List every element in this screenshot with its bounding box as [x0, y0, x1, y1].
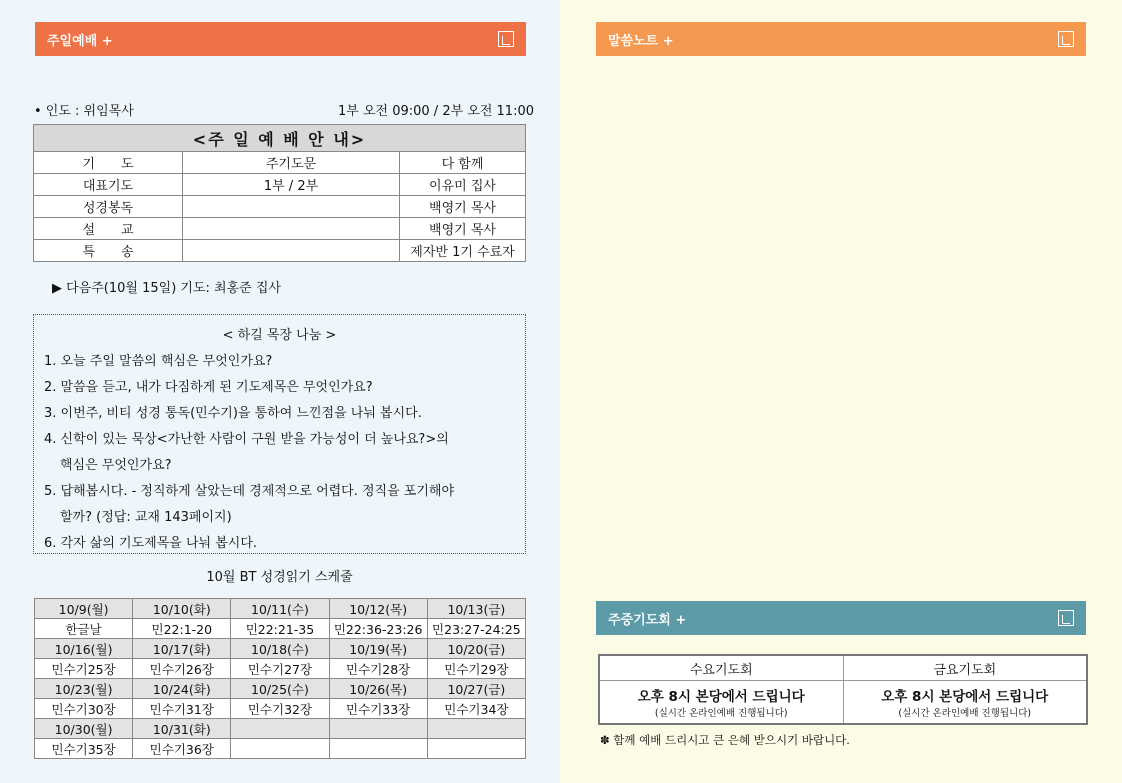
service-detail: 주기도문: [183, 152, 400, 174]
chart-icon[interactable]: [1058, 610, 1074, 626]
prayer-meeting-time: 오후 8시 본당에서 드립니다: [637, 689, 805, 705]
prayer-meeting-note: (실시간 온라인예배 진행됩니다): [898, 708, 1032, 719]
prayer-meeting-table: [598, 654, 1088, 725]
schedule-date: 10/17(화): [133, 639, 231, 659]
discussion-title: < 하길 목장 나눔 >: [222, 328, 337, 343]
service-item: 대표기도: [34, 174, 183, 196]
midweek-prayer-header[interactable]: [596, 601, 1086, 635]
schedule-reading: 민수기32장: [231, 699, 329, 719]
schedule-date: 10/10(화): [133, 599, 231, 619]
schedule-table: [34, 598, 526, 759]
schedule-reading: 민수기33장: [329, 699, 427, 719]
schedule-date: 10/20(금): [427, 639, 525, 659]
schedule-date: 10/25(수): [231, 679, 329, 699]
table-row: [34, 240, 526, 262]
schedule-date: [231, 719, 329, 739]
discussion-question: 4. 신학이 있는 묵상<가난한 사람이 구원 받을 가능성이 더 높나요?>의: [44, 432, 449, 447]
schedule-date: 10/27(금): [427, 679, 525, 699]
schedule-date: [427, 719, 525, 739]
schedule-date: 10/30(월): [35, 719, 133, 739]
discussion-question: 1. 오늘 주일 말씀의 핵심은 무엇인가요?: [44, 354, 273, 369]
schedule-date: 10/9(월): [35, 599, 133, 619]
midweek-prayer-title: 주중기도회 +: [608, 612, 687, 628]
schedule-reading: [427, 739, 525, 759]
worship-times: 1부 오전 09:00 / 2부 오전 11:00: [338, 104, 534, 119]
table-row: [34, 218, 526, 240]
service-person: 제자반 1기 수료자: [400, 240, 526, 262]
chart-icon[interactable]: [498, 31, 514, 47]
schedule-reading: 민수기29장: [427, 659, 525, 679]
schedule-reading: 민수기34장: [427, 699, 525, 719]
schedule-date: 10/16(월): [35, 639, 133, 659]
schedule-date: [329, 719, 427, 739]
schedule-date: 10/18(수): [231, 639, 329, 659]
table-row: [35, 599, 526, 619]
prayer-meeting-name: 수요기도회: [599, 655, 843, 681]
sunday-worship-title: 주일예배 +: [47, 33, 113, 49]
schedule-reading: 민22:36-23:26: [329, 619, 427, 639]
discussion-question: 5. 답해봅시다. - 정직하게 살았는데 경제적으로 어렵다. 정직을 포기해야: [44, 484, 455, 499]
prayer-meeting-info: [843, 681, 1087, 725]
schedule-reading: 민22:21-35: [231, 619, 329, 639]
service-item: 특 송: [34, 240, 183, 262]
schedule-reading: 민수기26장: [133, 659, 231, 679]
service-person: 백영기 목사: [400, 218, 526, 240]
service-item: 설 교: [34, 218, 183, 240]
schedule-reading: 한글날: [35, 619, 133, 639]
schedule-date: 10/24(화): [133, 679, 231, 699]
schedule-reading: [329, 739, 427, 759]
schedule-reading: 민수기31장: [133, 699, 231, 719]
service-detail: [183, 240, 400, 262]
service-detail: 1부 / 2부: [183, 174, 400, 196]
table-row: [35, 719, 526, 739]
schedule-reading: 민수기30장: [35, 699, 133, 719]
schedule-date: 10/11(수): [231, 599, 329, 619]
table-row: [35, 679, 526, 699]
discussion-question: 3. 이번주, 비티 성경 통독(민수기)을 통하여 느낀점을 나눠 봅시다.: [44, 406, 422, 421]
schedule-date: 10/12(목): [329, 599, 427, 619]
schedule-date: 10/23(월): [35, 679, 133, 699]
service-person: 백영기 목사: [400, 196, 526, 218]
prayer-meeting-name: 금요기도회: [843, 655, 1087, 681]
service-person: 다 함께: [400, 152, 526, 174]
chart-icon[interactable]: [1058, 31, 1074, 47]
table-row: [35, 619, 526, 639]
next-week-prayer: ▶ 다음주(10월 15일) 기도: 최홍준 집사: [52, 281, 281, 296]
footnote: ✽ 함께 예배 드리시고 큰 은혜 받으시기 바랍니다.: [600, 733, 850, 747]
prayer-meeting-time: 오후 8시 본당에서 드립니다: [881, 689, 1049, 705]
schedule-reading: 민23:27-24:25: [427, 619, 525, 639]
schedule-reading: 민수기35장: [35, 739, 133, 759]
table-row: [35, 659, 526, 679]
table-row: [599, 655, 1087, 681]
table-row: [34, 152, 526, 174]
schedule-reading: [231, 739, 329, 759]
schedule-reading: 민수기36장: [133, 739, 231, 759]
table-row: [35, 639, 526, 659]
service-item: 성경봉독: [34, 196, 183, 218]
discussion-box: [33, 314, 526, 554]
schedule-reading: 민수기25장: [35, 659, 133, 679]
table-row: [35, 739, 526, 759]
discussion-question: 6. 각자 삶의 기도제목을 나눠 봅시다.: [44, 536, 258, 551]
discussion-question: 핵심은 무엇인가요?: [60, 458, 172, 473]
schedule-date: 10/31(화): [133, 719, 231, 739]
discussion-question: 2. 말씀을 듣고, 내가 다짐하게 된 기도제목은 무엇인가요?: [44, 380, 373, 395]
service-detail: [183, 196, 400, 218]
service-detail: [183, 218, 400, 240]
worship-table: [33, 124, 526, 262]
worship-leader: • 인도 : 위임목사: [34, 104, 134, 119]
sermon-notes-header[interactable]: [596, 22, 1086, 56]
prayer-meeting-info: [599, 681, 843, 725]
service-item: 기 도: [34, 152, 183, 174]
schedule-reading: 민22:1-20: [133, 619, 231, 639]
service-person: 이유미 집사: [400, 174, 526, 196]
table-row: [599, 681, 1087, 725]
schedule-date: 10/26(목): [329, 679, 427, 699]
table-row: [34, 174, 526, 196]
schedule-date: 10/19(목): [329, 639, 427, 659]
schedule-date: 10/13(금): [427, 599, 525, 619]
schedule-reading: 민수기28장: [329, 659, 427, 679]
worship-table-title: <주 일 예 배 안 내>: [34, 125, 526, 152]
schedule-reading: 민수기27장: [231, 659, 329, 679]
sunday-worship-header[interactable]: [35, 22, 526, 56]
discussion-question: 할까? (정답: 교재 143페이지): [60, 510, 232, 525]
table-row: [34, 196, 526, 218]
schedule-title: 10월 BT 성경읽기 스케줄: [206, 570, 353, 585]
prayer-meeting-note: (실시간 온라인예배 진행됩니다): [654, 708, 788, 719]
table-row: [35, 699, 526, 719]
worship-leader-row: [34, 100, 534, 119]
sermon-notes-title: 말씀노트 +: [608, 33, 674, 49]
